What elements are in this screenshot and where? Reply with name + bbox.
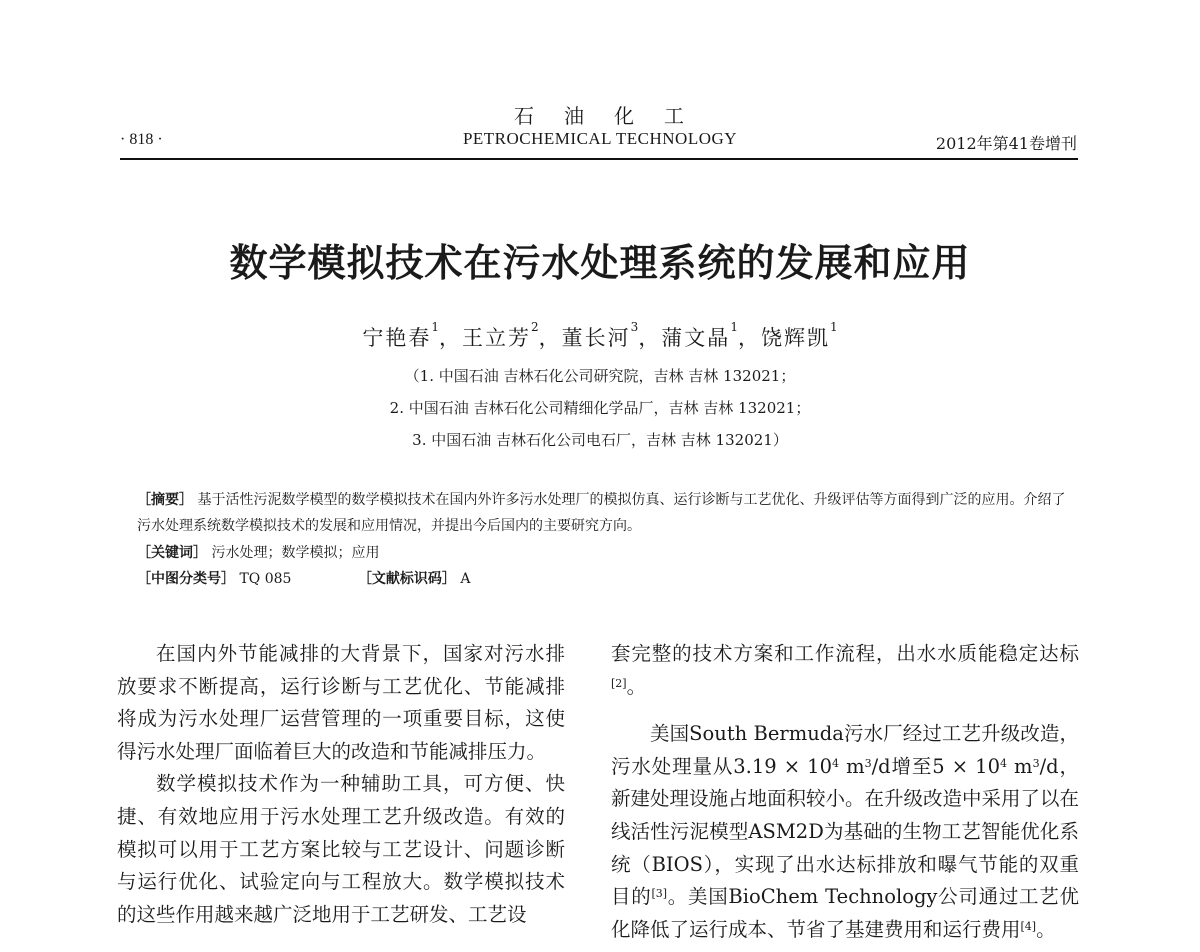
keywords-label: ［关键词］ [137,545,207,561]
doc-code-label: ［文献标识码］ [357,571,456,587]
clc-value: TQ 085 [239,571,292,587]
paragraph-text: /d增至5 × 10 [871,754,1000,778]
affiliation-3: 3. 中国石油 吉林石化公司电石厂，吉林 吉林 132021） [412,431,788,449]
body-column-right [611,638,1079,946]
keywords-text: 污水处理；数学模拟；应用 [211,545,380,561]
citation-ref: [4] [1020,919,1037,933]
paper-title: 数学模拟技术在污水处理系统的发展和应用 [229,241,971,285]
affiliation-2: 2. 中国石油 吉林石化公司精细化学品厂，吉林 吉林 132021； [389,399,811,417]
body-paragraph: 数学模拟技术作为一种辅助工具，可方便、快捷、有效地应用于污水处理工艺升级改造。有效的模拟可以用于工艺方案比较与工艺设计、问题诊断与运行优化、试验定向与工程放大。数学模拟技术的这些作用越来越广泛地用于工艺研发、工艺设 [117,772,565,926]
paragraph-text: 。 [1036,917,1056,941]
author-affiliation-mark: 1 [829,320,838,334]
paragraph-text: m [1006,754,1033,778]
issue-label: 2012年第41卷增刊 [935,134,1077,153]
paragraph-text: 套完整的技术方案和工作流程，出水水质能稳定达标 [611,642,1079,665]
author-affiliation-mark: 3 [630,320,639,334]
author-affiliation-mark: 1 [431,320,440,334]
journal-title-en: PETROCHEMICAL TECHNOLOGY [462,129,738,148]
paragraph-text: m [839,754,865,778]
paragraph-text: 。美国BioChem Technology公司通过工艺优化降低了运行成本、节省了基建费用和运行费用 [611,885,1079,941]
classification-line [137,566,1067,592]
author-separator: ， [638,326,662,350]
keywords [137,540,1067,566]
doc-code-value: A [460,571,471,587]
author-separator: ， [737,326,761,350]
author-list [0,322,1200,352]
paragraph-text: /d，新建处理设施占地面积较小。在升级改造中采用了以在线活性污泥模型ASM2D为基础的生物工艺智能优化系统（BIOS），实现了出水达标排放和曝气节能的双重目的 [611,754,1080,909]
body-paragraph: 在国内外节能减排的大背景下，国家对污水排放要求不断提高，运行诊断与工艺优化、节能减排将成为污水处理厂运营管理的一项重要目标，这使得污水处理厂面临着巨大的改造和节能减排压力。 [117,642,565,763]
paragraph-text: 美国South Bermuda污水厂经过工艺升级改造，污水处理量从3.19 × 10 [611,722,1079,778]
author-affiliation-mark: 2 [531,320,539,334]
exponent: 4 [999,756,1007,770]
page-number: · 818 · [120,131,163,148]
journal-title-cn [0,100,1200,129]
header-rule [120,158,1078,160]
author-affiliation-mark: 1 [730,320,738,334]
author-name: 董长河 [561,326,631,350]
author-separator: ， [538,326,562,350]
journal-char: 石 [514,104,536,128]
clc-label: ［中图分类号］ [137,571,235,587]
body-paragraph [611,638,1079,703]
author-name: 蒲文晶 [661,326,731,350]
paragraph-text: 。 [626,674,647,698]
exponent: 3 [1032,756,1040,770]
body-column-left [117,638,565,931]
journal-char: 油 [564,104,586,128]
author-separator: ， [439,326,463,350]
citation-ref: [2] [611,676,627,690]
abstract [137,487,1067,539]
author-name: 宁艳春 [362,326,432,350]
body-paragraph [611,718,1079,946]
author-name: 王立芳 [462,326,532,350]
affiliation-1: （1. 中国石油 吉林石化公司研究院，吉林 吉林 132021； [404,367,796,385]
exponent: 4 [832,756,839,770]
journal-char: 工 [664,104,686,128]
author-name: 饶辉凯 [760,326,830,350]
abstract-label: ［摘要］ [137,492,193,508]
abstract-text: 基于活性污泥数学模型的数学模拟技术在国内外许多污水处理厂的模拟仿真、运行诊断与工艺优化、升级评估等方面得到广泛的应用。介绍了污水处理系统数学模拟技术的发展和应用情况，并提出今后国内的主要研究方向。 [137,492,1066,534]
citation-ref: [3] [651,887,668,901]
exponent: 3 [864,756,872,770]
journal-char: 化 [614,104,636,128]
